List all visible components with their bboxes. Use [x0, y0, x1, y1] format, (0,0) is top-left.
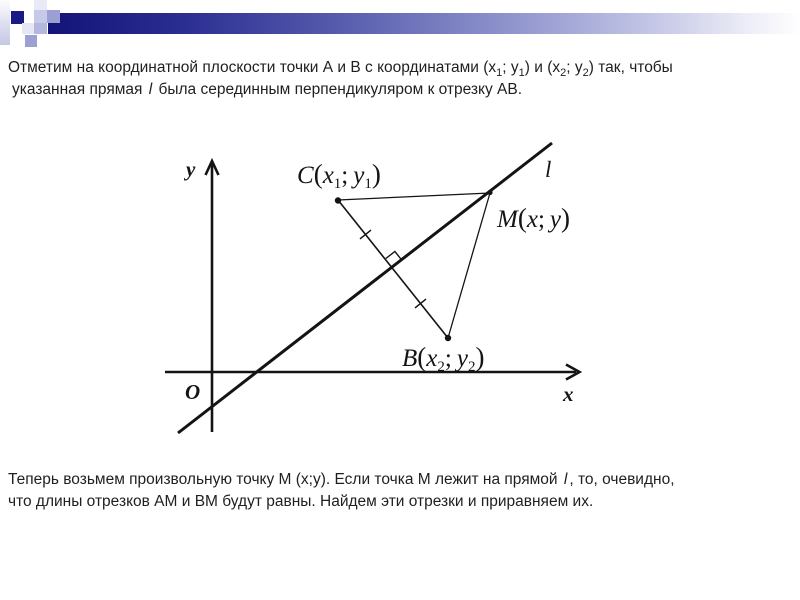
- top-paragraph: [8, 57, 796, 101]
- line-l-label: l: [545, 157, 552, 182]
- variable: x: [322, 162, 334, 189]
- separator: ;: [444, 345, 452, 372]
- paren: (: [517, 203, 527, 233]
- text-run: ; y: [502, 59, 519, 76]
- decor-square: [34, 0, 47, 10]
- line-l-reference: l: [563, 471, 568, 488]
- subscript: 2: [467, 359, 476, 375]
- variable: y: [549, 206, 561, 233]
- subscript: 2: [437, 359, 445, 375]
- decor-square: [22, 23, 34, 34]
- text-run: ) так, чтобы: [588, 59, 673, 76]
- decor-square: [25, 35, 37, 47]
- bottom-paragraph-line2: что длины отрезков АМ и ВМ будут равны. Найдем эти отрезки и приравняем их.: [8, 493, 594, 510]
- tick-mark: [415, 299, 426, 308]
- variable: x: [526, 206, 538, 233]
- subscript: 1: [364, 176, 372, 192]
- point-letter: B: [402, 345, 418, 372]
- decor-square: [47, 10, 60, 23]
- point-m-label: [496, 203, 570, 233]
- paren: (: [313, 159, 323, 189]
- tick-mark: [360, 230, 371, 239]
- variable: y: [456, 345, 468, 372]
- separator: ;: [537, 206, 545, 233]
- paren: (: [417, 342, 427, 372]
- text-run: Отметим на координатной плоскости точки А и В с координатами (x: [8, 59, 497, 76]
- x-axis-label: x: [563, 382, 574, 406]
- text-run: Теперь возьмем произвольную точку М (x;y). Если точка М лежит на прямой: [8, 471, 562, 488]
- text-run: ) и (x: [524, 59, 561, 76]
- text-run: указанная прямая: [12, 81, 147, 98]
- top-paragraph-line2: [8, 79, 796, 101]
- text-run: , то, очевидно,: [569, 471, 675, 488]
- right-angle-marker: [386, 252, 402, 261]
- decor-square: [34, 10, 47, 23]
- subscript: 2: [560, 67, 567, 80]
- text-run: ; y: [566, 59, 583, 76]
- point-b-dot: [445, 335, 451, 341]
- line-l-reference: l: [148, 81, 153, 98]
- subscript: 2: [582, 67, 589, 80]
- bottom-paragraph: [8, 469, 796, 513]
- paren: ): [561, 203, 570, 233]
- point-c-dot: [335, 197, 341, 203]
- paren: ): [475, 342, 485, 372]
- paren: ): [371, 159, 381, 189]
- bottom-paragraph-line1: [8, 469, 796, 491]
- coordinate-diagram: [150, 135, 600, 445]
- point-letter: C: [297, 162, 314, 189]
- y-axis-label: y: [186, 157, 196, 181]
- origin-label: O: [185, 380, 201, 404]
- header-bar: [48, 13, 800, 34]
- text-run: была серединным перпендикуляром к отрезку АВ.: [154, 81, 523, 98]
- variable: y: [353, 162, 365, 189]
- top-paragraph-line1: [8, 57, 796, 79]
- subscript: 1: [518, 67, 525, 80]
- segment-cb: [338, 200, 448, 338]
- segment-cm: [338, 193, 490, 200]
- subscript: 1: [496, 67, 503, 80]
- point-b-label: [402, 342, 484, 375]
- variable: x: [426, 345, 438, 372]
- separator: ;: [341, 162, 349, 189]
- decor-square: [34, 23, 47, 34]
- decor-strip: [0, 0, 10, 45]
- point-c-label: [297, 159, 381, 192]
- subscript: 1: [333, 176, 342, 192]
- point-letter: M: [497, 206, 518, 233]
- segment-mb: [448, 193, 490, 338]
- point-m-dot: [487, 190, 492, 195]
